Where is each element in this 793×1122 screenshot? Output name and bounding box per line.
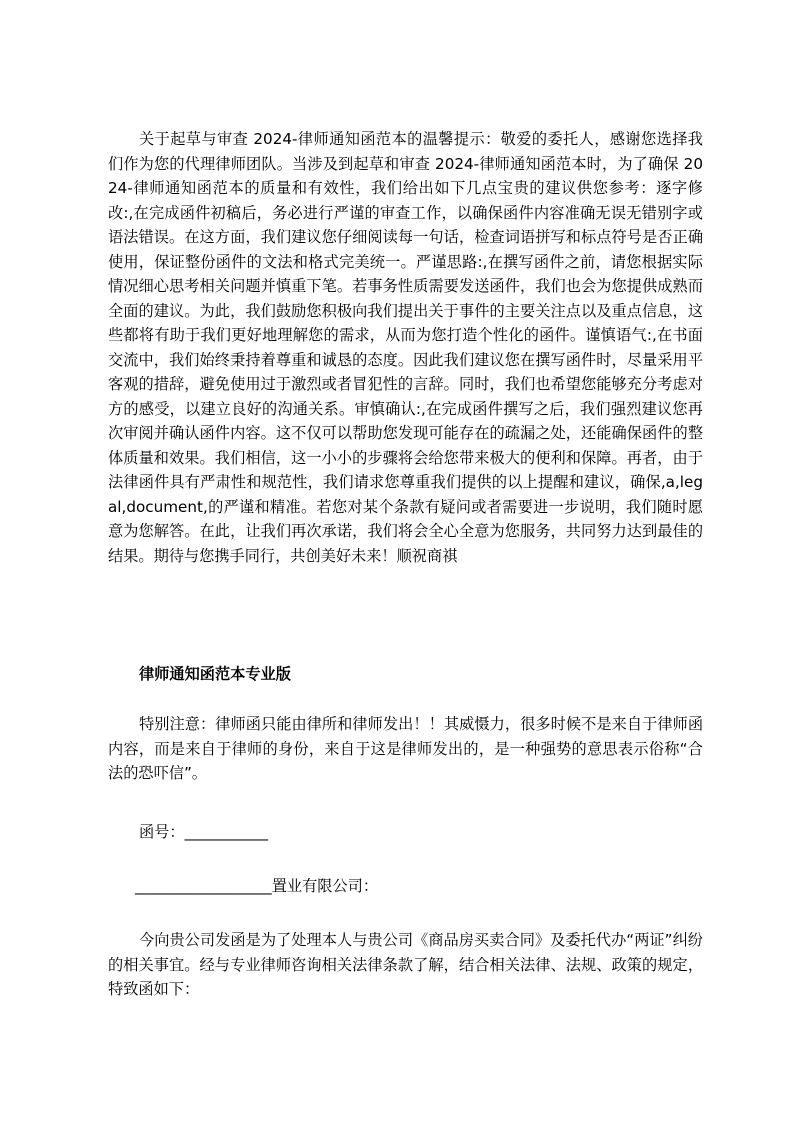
intro-paragraph: 关于起草与审查 2024-律师通知函范本的温馨提示：敬爱的委托人，感谢您选择我们作为您的代理律师团队。当涉及到起草和审查 2024-律师通知函范本时，为了确保 2024-律师通知函范本的质量和有效性，我们给出如下几点宝贵的建议供您参考：逐字修改:,在完成函件初稿后，务必进行严谨的审查工作，以确保函件内容准确无误无错别字或语法错误。在这方面，我们建议您仔细阅读每一句话，检查词语拼写和标点符号是否正确使用，保证整份函件的文法和格式完美统一。严谨思路:,在撰写函件之前，请您根据实际情况细心思考相关问题并慎重下笔。若事务性质需要发送函件，我们也会为您提供成熟而全面的建议。为此，我们鼓励您积极向我们提出关于事件的主要关注点以及重点信息，这些都将有助于我们更好地理解您的需求，从而为您打造个性化的函件。谨慎语气:,在书面交流中，我们始终秉持着尊重和诚恳的态度。因此我们建议您在撰写函件时，尽量采用平客观的措辞，避免使用过于激烈或者冒犯性的言辞。同时，我们也希望您能够充分考虑对方的感受，以建立良好的沟通关系。审慎确认:,在完成函件撰写之后，我们强烈建议您再次审阅并确认函件内容。这不仅可以帮助您发现可能存在的疏漏之处，还能确保函件的整体质量和效果。我们相信，这一小小的步骤将会给您带来极大的便利和保障。再者，由于法律函件具有严肃性和规范性，我们请求您尊重我们提供的以上提醒和建议，确保,a,legal,document,的严谨和精准。若您对某个条款有疑问或者需要进一步说明，我们随时愿意为您解答。在此，让我们再次承诺，我们将会全心全意为您服务，共同努力达到最佳的结果。期待与您携手同行，共创美好未来！顺祝商祺	[108, 130, 703, 565]
addressee-line: __________________置业有限公司：	[135, 877, 378, 895]
letter-number-line: 函号：___________	[139, 823, 269, 841]
body-paragraph: 今向贵公司发函是为了处理本人与贵公司《商品房买卖合同》及委托代办“两证”纠纷的相关事宜。经与专业律师咨询相关法律条款了解，结合相关法律、法规、政策的规定，特致函如下：	[108, 931, 703, 998]
section-heading: 律师通知函范本专业版	[139, 665, 291, 683]
notice-paragraph: 特别注意：律师函只能由律所和律师发出！！其威慑力，很多时候不是来自于律师函内容，而是来自于律师的身份，来自于这是律师发出的，是一种强势的意思表示俗称“合法的恐吓信”。	[108, 715, 703, 782]
